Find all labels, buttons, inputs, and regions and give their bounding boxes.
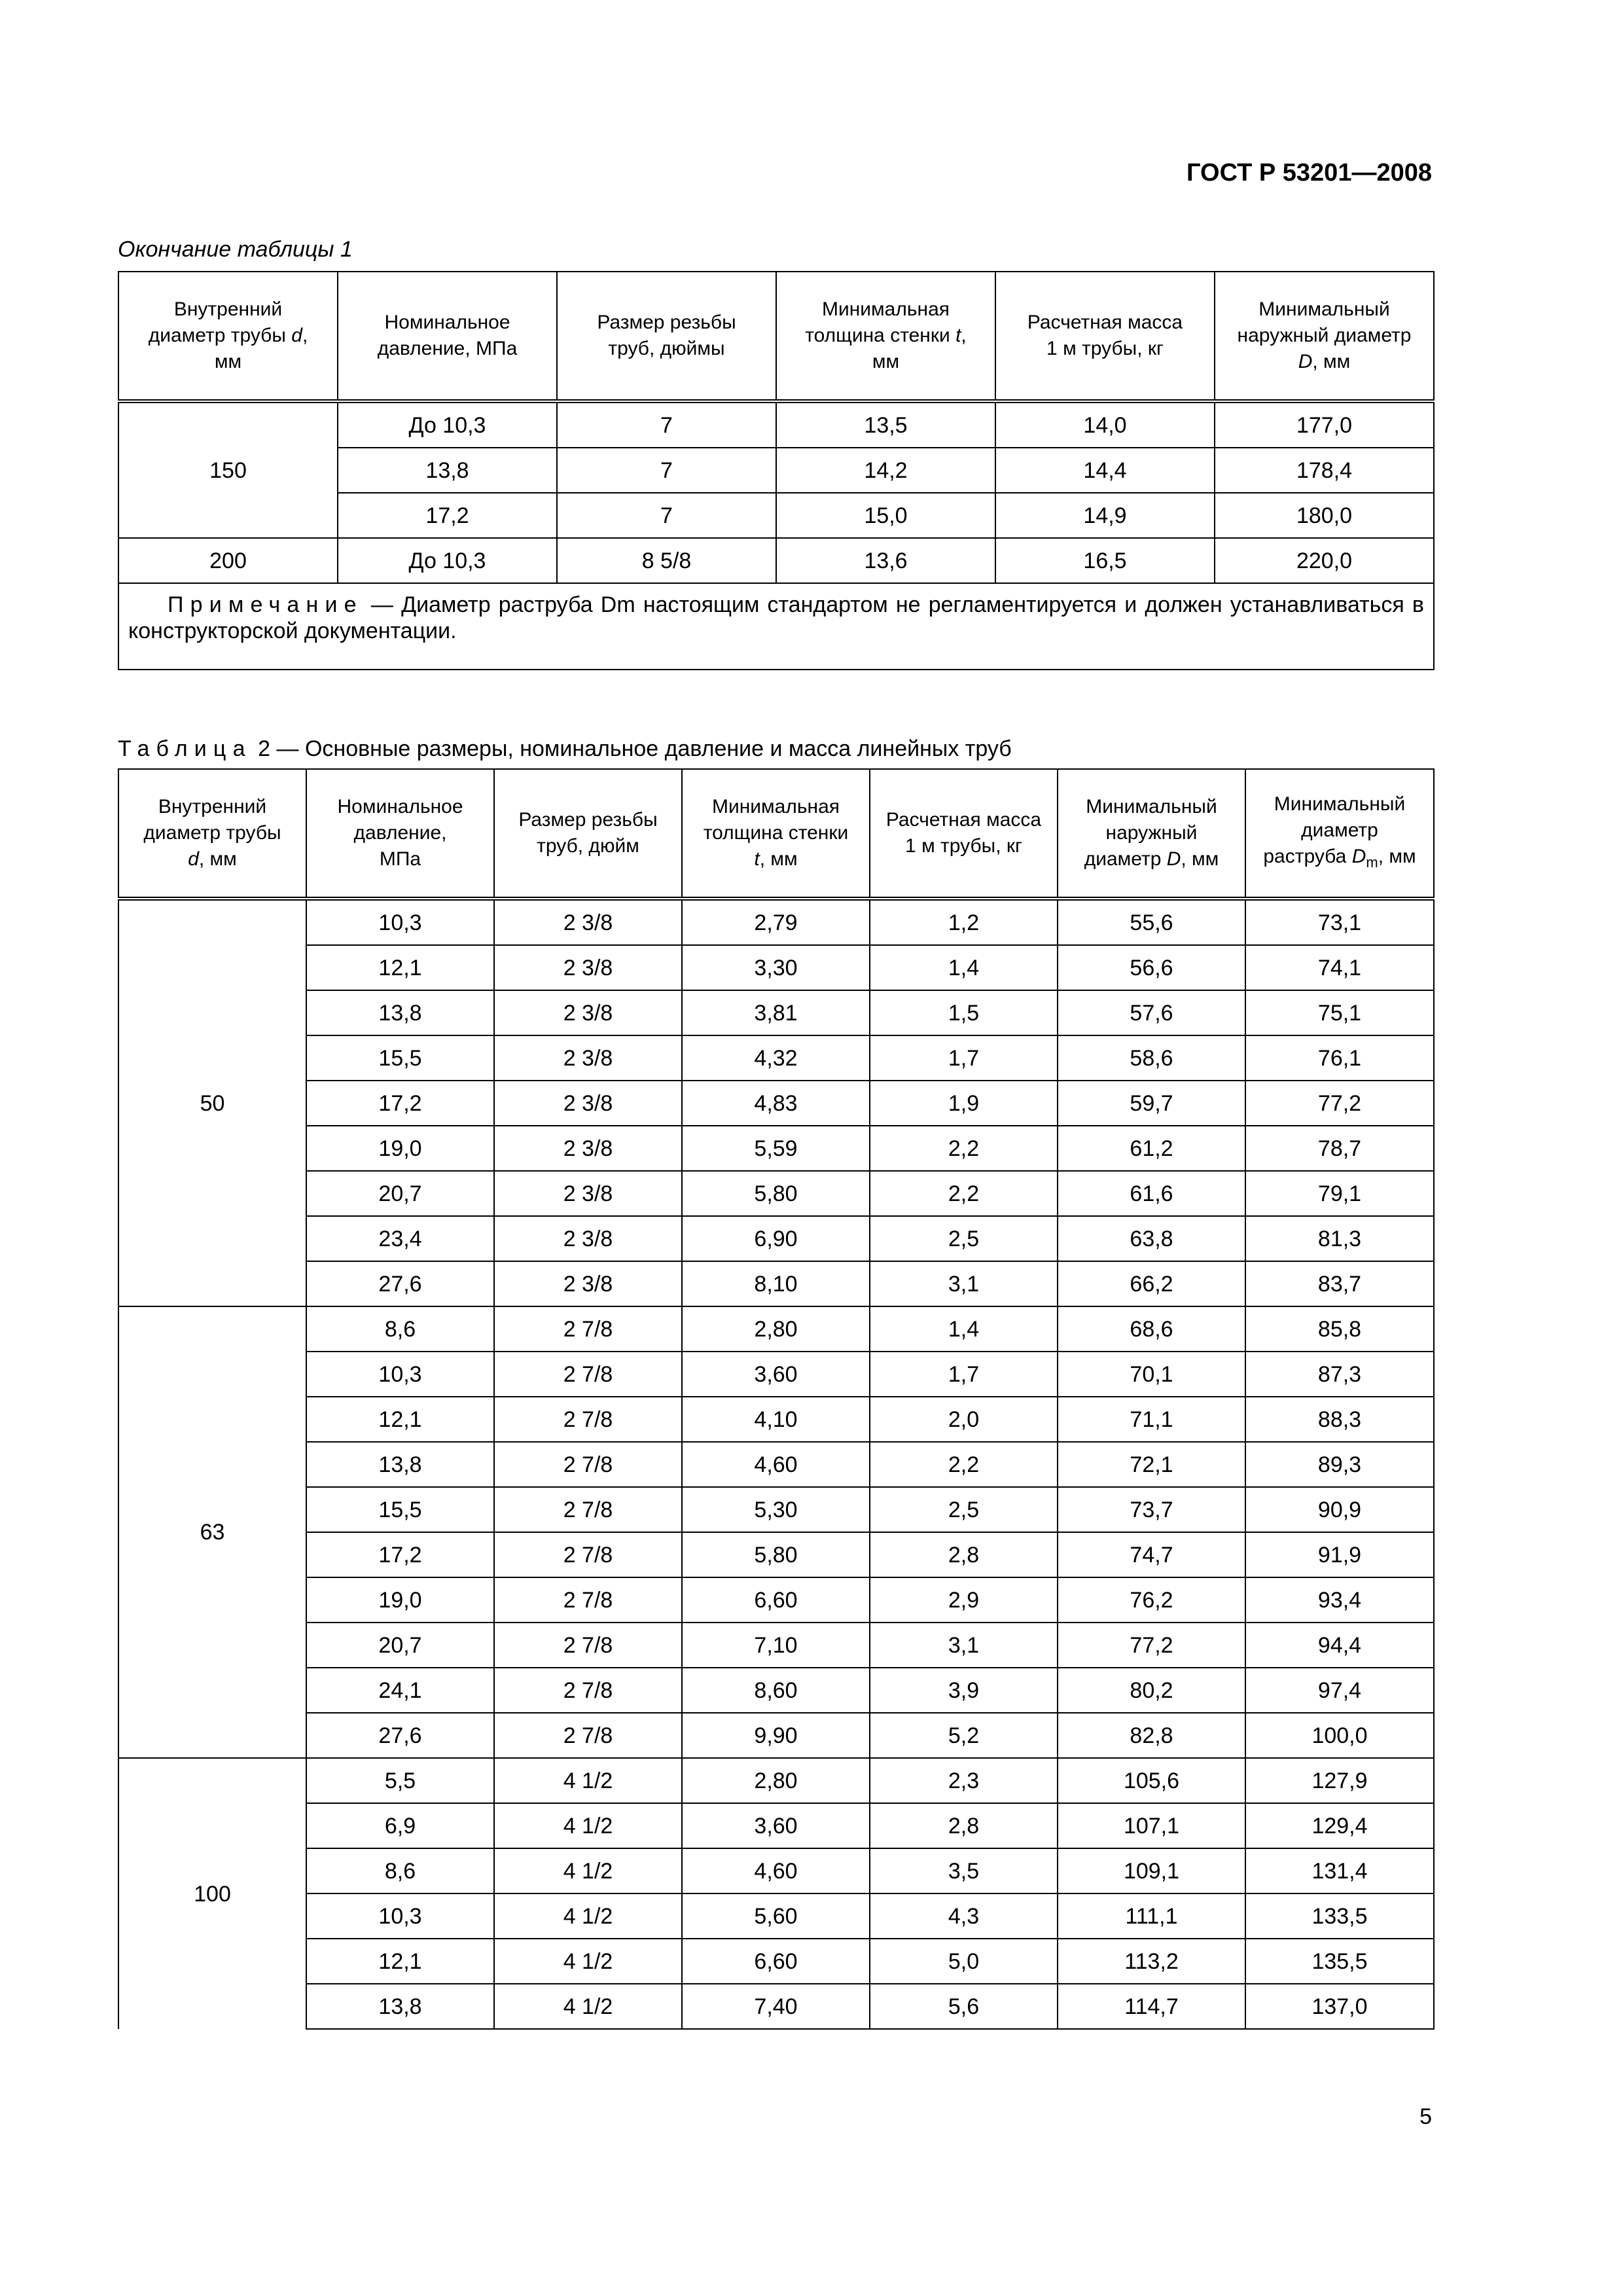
table-cell: 13,5 [776,401,995,448]
table-cell: 2,8 [870,1532,1058,1577]
table-cell: 61,6 [1058,1171,1245,1216]
table-cell: 19,0 [306,1126,494,1171]
table-cell: 19,0 [306,1577,494,1623]
table-cell: До 10,3 [338,401,557,448]
table-row [118,990,1434,1035]
note-text: — Диаметр раструба Dm настоящим стандартом не регламентируется и должен устанавливаться в конструкторской документации. [128,592,1424,643]
note-label: Примечание [168,592,363,617]
table-cell: 79,1 [1245,1171,1434,1216]
table-cell: 5,30 [682,1487,870,1532]
table2-caption-label: Таблица [118,736,252,761]
table-row [118,1577,1434,1623]
table-cell: 12,1 [306,1939,494,1984]
table-cell: 72,1 [1058,1442,1245,1487]
table2-header-row [118,769,1434,899]
table-cell: 127,9 [1245,1758,1434,1803]
table-cell: 12,1 [306,1397,494,1442]
table-row [118,1261,1434,1306]
table-cell: 4,10 [682,1397,870,1442]
table-cell: 55,6 [1058,899,1245,945]
table-cell: 105,6 [1058,1758,1245,1803]
table-cell: 1,7 [870,1035,1058,1081]
table-cell: 114,7 [1058,1984,1245,2029]
table-cell: 7 [557,448,776,493]
pipe-diameter-cell: 100 [118,1758,306,2029]
table-cell: 20,7 [306,1171,494,1216]
table-cell: 3,1 [870,1623,1058,1668]
table-cell: 111,1 [1058,1893,1245,1939]
table-cell: 81,3 [1245,1216,1434,1261]
table-cell: 100,0 [1245,1713,1434,1758]
table-cell: 2,9 [870,1577,1058,1623]
table-cell: 5,80 [682,1171,870,1216]
table1-header-cell: Внутренний диаметр трубы d, мм [118,272,338,401]
table-cell: 1,2 [870,899,1058,945]
table-cell: 2 7/8 [494,1487,682,1532]
table-cell: 87,3 [1245,1352,1434,1397]
table-cell: 3,30 [682,945,870,990]
table-cell: 2 7/8 [494,1442,682,1487]
table2-header-cell: Внутренний диаметр трубы d, мм [118,769,306,899]
table-cell: 20,7 [306,1623,494,1668]
table-cell: 70,1 [1058,1352,1245,1397]
table-cell: 94,4 [1245,1623,1434,1668]
table-cell: 2 3/8 [494,1216,682,1261]
table-cell: 58,6 [1058,1035,1245,1081]
table-cell: 177,0 [1215,401,1434,448]
table-cell: 109,1 [1058,1848,1245,1893]
table-cell: 14,0 [995,401,1215,448]
table-row [118,1352,1434,1397]
table-row [118,1623,1434,1668]
table-cell: До 10,3 [338,538,557,583]
table-cell: 5,6 [870,1984,1058,2029]
table-cell: 8,60 [682,1668,870,1713]
table-cell: 82,8 [1058,1713,1245,1758]
table-cell: 17,2 [306,1532,494,1577]
table-row [118,1306,1434,1352]
table-cell: 13,8 [306,1442,494,1487]
table-row [118,1035,1434,1081]
table-cell: 88,3 [1245,1397,1434,1442]
table-cell: 10,3 [306,899,494,945]
table1-header-cell: Номинальное давление, МПа [338,272,557,401]
table-cell: 2,80 [682,1758,870,1803]
table-cell: 77,2 [1058,1623,1245,1668]
table-cell: 23,4 [306,1216,494,1261]
table-cell: 6,90 [682,1216,870,1261]
table-cell: 73,7 [1058,1487,1245,1532]
table-cell: 8,6 [306,1306,494,1352]
table-cell: 3,1 [870,1261,1058,1306]
table-cell: 13,8 [338,448,557,493]
table2 [118,768,1435,2030]
table-cell: 1,5 [870,990,1058,1035]
table-cell: 131,4 [1245,1848,1434,1893]
table-cell: 2 3/8 [494,899,682,945]
table-cell: 27,6 [306,1713,494,1758]
table-cell: 2 3/8 [494,945,682,990]
table-cell: 4,60 [682,1442,870,1487]
table-cell: 4 1/2 [494,1758,682,1803]
table-cell: 3,60 [682,1352,870,1397]
table-row [118,1216,1434,1261]
table-cell: 2 3/8 [494,990,682,1035]
table-cell: 2,80 [682,1306,870,1352]
table-cell: 12,1 [306,945,494,990]
table-cell: 10,3 [306,1352,494,1397]
table-cell: 5,60 [682,1893,870,1939]
table-row [118,1532,1434,1577]
table-cell: 80,2 [1058,1668,1245,1713]
table-cell: 78,7 [1245,1126,1434,1171]
table2-header-cell: Номинальное давление, МПа [306,769,494,899]
pipe-diameter-cell: 63 [118,1306,306,1758]
table-cell: 5,0 [870,1939,1058,1984]
table-cell: 3,9 [870,1668,1058,1713]
table-cell: 3,81 [682,990,870,1035]
table-row [118,1939,1434,1984]
table-cell: 3,5 [870,1848,1058,1893]
table-cell: 2 7/8 [494,1577,682,1623]
table-cell: 2 3/8 [494,1261,682,1306]
table-cell: 6,9 [306,1803,494,1848]
table-row [118,899,1434,945]
table-cell: 76,1 [1245,1035,1434,1081]
table-cell: 7 [557,493,776,538]
table-cell: 13,8 [306,1984,494,2029]
table1-header-row [118,272,1434,401]
table-cell: 10,3 [306,1893,494,1939]
table-cell: 2,79 [682,899,870,945]
table-cell: 7,10 [682,1623,870,1668]
table-cell: 4 1/2 [494,1939,682,1984]
table-cell: 4,83 [682,1081,870,1126]
table-cell: 2 3/8 [494,1171,682,1216]
table-cell: 6,60 [682,1939,870,1984]
table-cell: 4 1/2 [494,1984,682,2029]
table-row [118,1984,1434,2029]
table-cell: 89,3 [1245,1442,1434,1487]
table2-header-cell: Размер резьбы труб, дюйм [494,769,682,899]
table-cell: 2 3/8 [494,1081,682,1126]
table-cell: 15,5 [306,1487,494,1532]
table-row [118,1081,1434,1126]
table-cell: 75,1 [1245,990,1434,1035]
table-cell: 85,8 [1245,1306,1434,1352]
table-cell: 59,7 [1058,1081,1245,1126]
table2-caption-text: 2 — Основные размеры, номинальное давление и масса линейных труб [251,736,1012,761]
table-cell: 15,0 [776,493,995,538]
table-cell: 2 3/8 [494,1035,682,1081]
table-cell: 137,0 [1245,1984,1434,2029]
table-cell: 2 7/8 [494,1306,682,1352]
table-cell: 61,2 [1058,1126,1245,1171]
table-cell: 2,2 [870,1126,1058,1171]
table-cell: 8,6 [306,1848,494,1893]
table-row [118,538,1434,583]
table-cell: 220,0 [1215,538,1434,583]
table2-header-cell: Минимальный наружный диаметр D, мм [1058,769,1245,899]
table-cell: 2,2 [870,1442,1058,1487]
table-cell: 8 5/8 [557,538,776,583]
pipe-diameter-cell: 200 [118,538,338,583]
table-row [118,1668,1434,1713]
table2-caption [118,736,1012,762]
table-cell: 6,60 [682,1577,870,1623]
table-cell: 17,2 [306,1081,494,1126]
table-cell: 90,9 [1245,1487,1434,1532]
table-cell: 56,6 [1058,945,1245,990]
table-row [118,1848,1434,1893]
table-row [118,1758,1434,1803]
table-cell: 2 7/8 [494,1623,682,1668]
table2-header-cell: Минимальный диаметр раструба $D_m$, мм [1245,769,1434,899]
table-cell: 2 7/8 [494,1713,682,1758]
table-cell: 1,9 [870,1081,1058,1126]
table-cell: 7 [557,401,776,448]
table-cell: 4 1/2 [494,1893,682,1939]
document-code: ГОСТ Р 53201—2008 [1186,159,1432,187]
table-cell: 27,6 [306,1261,494,1306]
table-cell: 4 1/2 [494,1803,682,1848]
table-cell: 2,3 [870,1758,1058,1803]
table-cell: 24,1 [306,1668,494,1713]
table-row [118,1893,1434,1939]
table-cell: 15,5 [306,1035,494,1081]
table-cell: 1,4 [870,1306,1058,1352]
table-cell: 5,2 [870,1713,1058,1758]
table-cell: 7,40 [682,1984,870,2029]
table-cell: 133,5 [1245,1893,1434,1939]
page-number: 5 [1419,2104,1432,2129]
table-cell: 66,2 [1058,1261,1245,1306]
table-cell: 14,4 [995,448,1215,493]
table-cell: 14,2 [776,448,995,493]
table-cell: 16,5 [995,538,1215,583]
table-row [118,1397,1434,1442]
table-cell: 2 3/8 [494,1126,682,1171]
table-cell: 4,60 [682,1848,870,1893]
table-cell: 2 7/8 [494,1352,682,1397]
table-cell: 63,8 [1058,1216,1245,1261]
table-cell: 8,10 [682,1261,870,1306]
table-cell: 180,0 [1215,493,1434,538]
table-row [118,1126,1434,1171]
table-cell: 17,2 [338,493,557,538]
table-cell: 4 1/2 [494,1848,682,1893]
table2-header-cell: Расчетная масса 1 м трубы, кг [870,769,1058,899]
table-cell: 2 7/8 [494,1532,682,1577]
table-row [118,401,1434,448]
table-cell: 2 7/8 [494,1397,682,1442]
table-cell: 14,9 [995,493,1215,538]
table-cell: 107,1 [1058,1803,1245,1848]
table-cell: 68,6 [1058,1306,1245,1352]
table-cell: 2 7/8 [494,1668,682,1713]
table-cell: 5,80 [682,1532,870,1577]
table-cell: 97,4 [1245,1668,1434,1713]
table-cell: 13,6 [776,538,995,583]
table-cell: 135,5 [1245,1939,1434,1984]
table-cell: 129,4 [1245,1803,1434,1848]
table-cell: 76,2 [1058,1577,1245,1623]
table-cell: 1,7 [870,1352,1058,1397]
table1-note [118,583,1434,670]
table-cell: 113,2 [1058,1939,1245,1984]
table2-header-cell: Минимальная толщина стенки t, мм [682,769,870,899]
table-cell: 2,5 [870,1216,1058,1261]
table-cell: 73,1 [1245,899,1434,945]
table-cell: 74,7 [1058,1532,1245,1577]
table-row [118,1171,1434,1216]
table-cell: 2,8 [870,1803,1058,1848]
table1-header-cell: Расчетная масса 1 м трубы, кг [995,272,1215,401]
table-cell: 3,60 [682,1803,870,1848]
table1-header-cell: Минимальный наружный диаметр D, мм [1215,272,1434,401]
table1-header-cell: Размер резьбы труб, дюймы [557,272,776,401]
table-row [118,1803,1434,1848]
table1-header-cell: Минимальная толщина стенки t, мм [776,272,995,401]
table-cell: 4,32 [682,1035,870,1081]
table-cell: 5,5 [306,1758,494,1803]
table-cell: 93,4 [1245,1577,1434,1623]
table-cell: 83,7 [1245,1261,1434,1306]
table-cell: 9,90 [682,1713,870,1758]
table-cell: 91,9 [1245,1532,1434,1577]
table-cell: 4,3 [870,1893,1058,1939]
table-cell: 5,59 [682,1126,870,1171]
table-cell: 2,0 [870,1397,1058,1442]
table-cell: 74,1 [1245,945,1434,990]
table-row [118,1487,1434,1532]
table-cell: 2,5 [870,1487,1058,1532]
table1-caption: Окончание таблицы 1 [118,237,353,262]
table-cell: 57,6 [1058,990,1245,1035]
pipe-diameter-cell: 50 [118,899,306,1306]
table1 [118,271,1435,670]
table-cell: 71,1 [1058,1397,1245,1442]
table-cell: 2,2 [870,1171,1058,1216]
table-cell: 178,4 [1215,448,1434,493]
table-cell: 77,2 [1245,1081,1434,1126]
pipe-diameter-cell: 150 [118,401,338,538]
table-cell: 1,4 [870,945,1058,990]
table-row [118,1713,1434,1758]
table-row [118,945,1434,990]
table-cell: 13,8 [306,990,494,1035]
table1-note-row [118,583,1434,670]
table-row [118,1442,1434,1487]
